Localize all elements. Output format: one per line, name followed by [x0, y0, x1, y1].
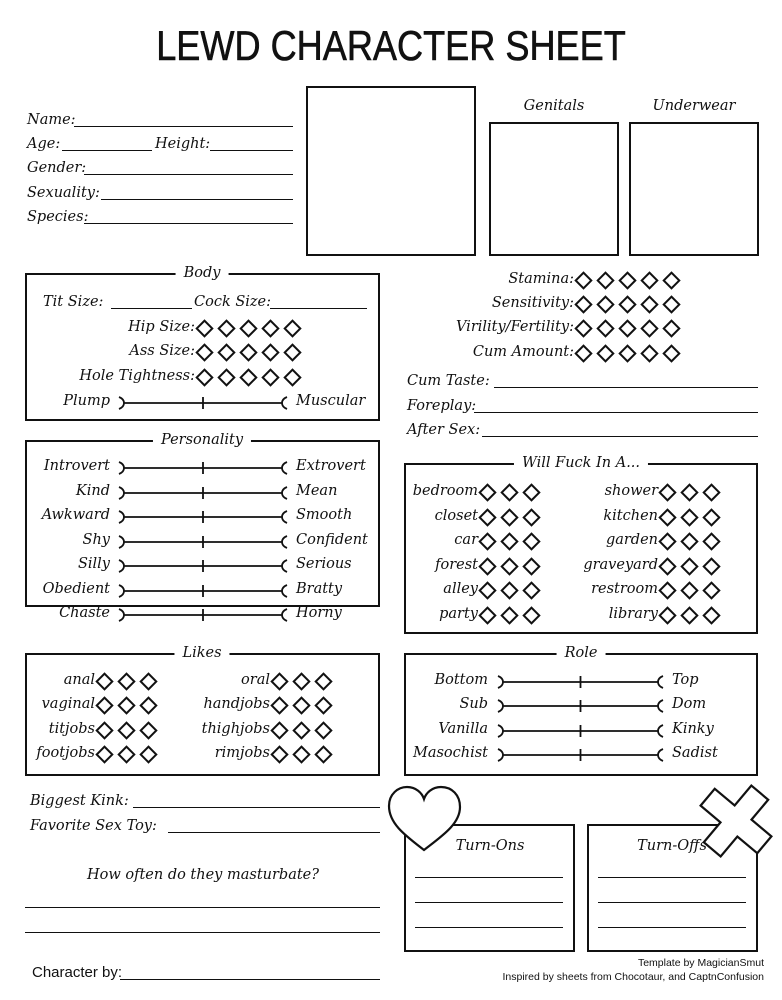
location-label: alley [443, 581, 478, 597]
stat-2-diamond-1[interactable] [574, 319, 592, 337]
cock-size-input[interactable] [270, 308, 367, 309]
location-label: closet [434, 508, 478, 524]
character-image-box[interactable] [306, 86, 476, 256]
text-field-input[interactable] [474, 412, 758, 413]
stat-3-diamond-3[interactable] [618, 344, 636, 362]
like-label: thighjobs [201, 721, 270, 737]
text-field-input[interactable] [482, 436, 758, 437]
stat-2-diamond-4[interactable] [640, 319, 658, 337]
text-field-label: Cum Taste: [407, 373, 490, 389]
role-slider[interactable] [497, 745, 664, 765]
stat-0-diamond-4[interactable] [640, 271, 658, 289]
personality-left-label: Introvert [43, 458, 110, 474]
stat-3-diamond-4[interactable] [640, 344, 658, 362]
personality-left-label: Awkward [41, 507, 110, 523]
age-input[interactable] [62, 150, 152, 151]
personality-left-label: Obedient [42, 581, 110, 597]
name-input[interactable] [74, 126, 293, 127]
body-rating-label: Ass Size: [129, 343, 195, 359]
tit-size-input[interactable] [111, 308, 192, 309]
stat-1-diamond-3[interactable] [618, 295, 636, 313]
personality-left-label: Kind [75, 483, 110, 499]
personality-right-label: Smooth [296, 507, 353, 523]
sexuality-input[interactable] [101, 199, 293, 200]
location-label: shower [604, 483, 658, 499]
text-field-label: After Sex: [407, 422, 481, 438]
gender-input[interactable] [84, 174, 293, 175]
species-input[interactable] [84, 223, 293, 224]
height-input[interactable] [210, 150, 293, 151]
stat-label: Stamina: [508, 271, 574, 287]
character-by-input[interactable] [120, 979, 380, 980]
stat-label: Cum Amount: [472, 344, 574, 360]
location-label: kitchen [603, 508, 658, 524]
turn-ons-title: Turn-Ons [455, 838, 525, 854]
location-label: graveyard [583, 557, 658, 573]
name-label: Name: [27, 112, 76, 128]
underwear-image-box[interactable] [629, 122, 759, 256]
masturbate-question: How often do they masturbate? [86, 867, 320, 883]
credit-inspired: Inspired by sheets from Chocotaur, and CaptnConfusion [502, 971, 764, 983]
like-label: titjobs [48, 721, 95, 737]
like-label: oral [241, 672, 270, 688]
turn-offs-title: Turn-Offs [637, 838, 707, 854]
role-left-label: Vanilla [438, 721, 488, 737]
stat-3-diamond-1[interactable] [574, 344, 592, 362]
location-label: library [608, 606, 658, 622]
page-title: LEWD CHARACTER SHEET [156, 22, 626, 69]
personality-right-label: Serious [296, 556, 352, 572]
personality-slider[interactable] [118, 507, 288, 527]
location-label: party [439, 606, 478, 622]
personality-slider[interactable] [118, 458, 288, 478]
role-slider[interactable] [497, 721, 664, 741]
genitals-label: Genitals [523, 98, 585, 114]
personality-slider[interactable] [118, 483, 288, 503]
biggest-kink-label: Biggest Kink: [30, 793, 129, 809]
role-right-label: Top [672, 672, 699, 688]
stat-0-diamond-5[interactable] [662, 271, 680, 289]
personality-right-label: Horny [296, 605, 342, 621]
stat-2-diamond-2[interactable] [596, 319, 614, 337]
stat-1-diamond-5[interactable] [662, 295, 680, 313]
turn-offs-line-1[interactable] [598, 877, 746, 878]
location-label: restroom [591, 581, 658, 597]
sexuality-label: Sexuality: [27, 185, 100, 201]
role-right-label: Kinky [672, 721, 714, 737]
masturbate-answer-line-2[interactable] [25, 932, 380, 933]
age-label: Age: [27, 136, 61, 152]
masturbate-answer-line-1[interactable] [25, 907, 380, 908]
will-fuck-title: Will Fuck In A... [514, 455, 648, 471]
species-label: Species: [27, 209, 89, 225]
like-label: handjobs [203, 696, 270, 712]
personality-left-label: Chaste [59, 605, 110, 621]
stat-3-diamond-2[interactable] [596, 344, 614, 362]
like-label: vaginal [41, 696, 95, 712]
stat-0-diamond-3[interactable] [618, 271, 636, 289]
role-right-label: Dom [672, 696, 707, 712]
muscular-label: Muscular [296, 393, 366, 409]
role-left-label: Masochist [412, 745, 488, 761]
likes-title: Likes [174, 645, 229, 661]
role-left-label: Bottom [434, 672, 488, 688]
personality-right-label: Mean [296, 483, 338, 499]
stat-label: Sensitivity: [491, 295, 574, 311]
turn-ons-line-1[interactable] [415, 877, 563, 878]
underwear-label: Underwear [652, 98, 736, 114]
genitals-image-box[interactable] [489, 122, 619, 256]
personality-title: Personality [153, 432, 251, 448]
stat-label: Virility/Fertility: [455, 319, 574, 335]
location-label: bedroom [412, 483, 478, 499]
personality-slider[interactable] [118, 581, 288, 601]
role-slider[interactable] [497, 672, 664, 692]
personality-right-label: Bratty [296, 581, 343, 597]
stat-1-diamond-4[interactable] [640, 295, 658, 313]
heart-icon [386, 784, 466, 856]
tit-size-label: Tit Size: [43, 294, 104, 310]
turn-ons-line-2[interactable] [415, 902, 563, 903]
character-by-label: Character by: [32, 964, 123, 981]
personality-slider[interactable] [118, 556, 288, 576]
biggest-kink-input[interactable] [133, 807, 380, 808]
role-slider[interactable] [497, 696, 664, 716]
stat-1-diamond-1[interactable] [574, 295, 592, 313]
turn-offs-line-3[interactable] [598, 927, 746, 928]
favorite-toy-label: Favorite Sex Toy: [30, 818, 157, 834]
text-field-label: Foreplay: [407, 398, 477, 414]
cross-icon [693, 778, 779, 864]
stat-2-diamond-3[interactable] [618, 319, 636, 337]
stat-0-diamond-2[interactable] [596, 271, 614, 289]
height-label: Height: [155, 136, 211, 152]
turn-offs-line-2[interactable] [598, 902, 746, 903]
turn-ons-line-3[interactable] [415, 927, 563, 928]
plump-muscular-slider[interactable] [118, 393, 288, 413]
location-label: forest [435, 557, 478, 573]
stat-0-diamond-1[interactable] [574, 271, 592, 289]
role-right-label: Sadist [672, 745, 718, 761]
location-label: car [454, 532, 478, 548]
personality-slider[interactable] [118, 532, 288, 552]
cock-size-label: Cock Size: [194, 294, 272, 310]
stat-1-diamond-2[interactable] [596, 295, 614, 313]
text-field-input[interactable] [494, 387, 758, 388]
role-left-label: Sub [459, 696, 488, 712]
body-title: Body [176, 265, 229, 281]
favorite-toy-input[interactable] [168, 832, 380, 833]
personality-right-label: Extrovert [296, 458, 366, 474]
like-label: footjobs [36, 745, 95, 761]
gender-label: Gender: [27, 160, 87, 176]
like-label: rimjobs [214, 745, 270, 761]
body-rating-label: Hole Tightness: [79, 368, 195, 384]
credit-template: Template by MagicianSmut [637, 957, 764, 969]
stat-3-diamond-5[interactable] [662, 344, 680, 362]
personality-left-label: Shy [82, 532, 110, 548]
personality-right-label: Confident [296, 532, 368, 548]
location-label: garden [605, 532, 658, 548]
body-rating-label: Hip Size: [128, 319, 195, 335]
stat-2-diamond-5[interactable] [662, 319, 680, 337]
personality-slider[interactable] [118, 605, 288, 625]
plump-label: Plump [63, 393, 110, 409]
role-title: Role [557, 645, 606, 661]
like-label: anal [63, 672, 95, 688]
personality-left-label: Silly [77, 556, 110, 572]
